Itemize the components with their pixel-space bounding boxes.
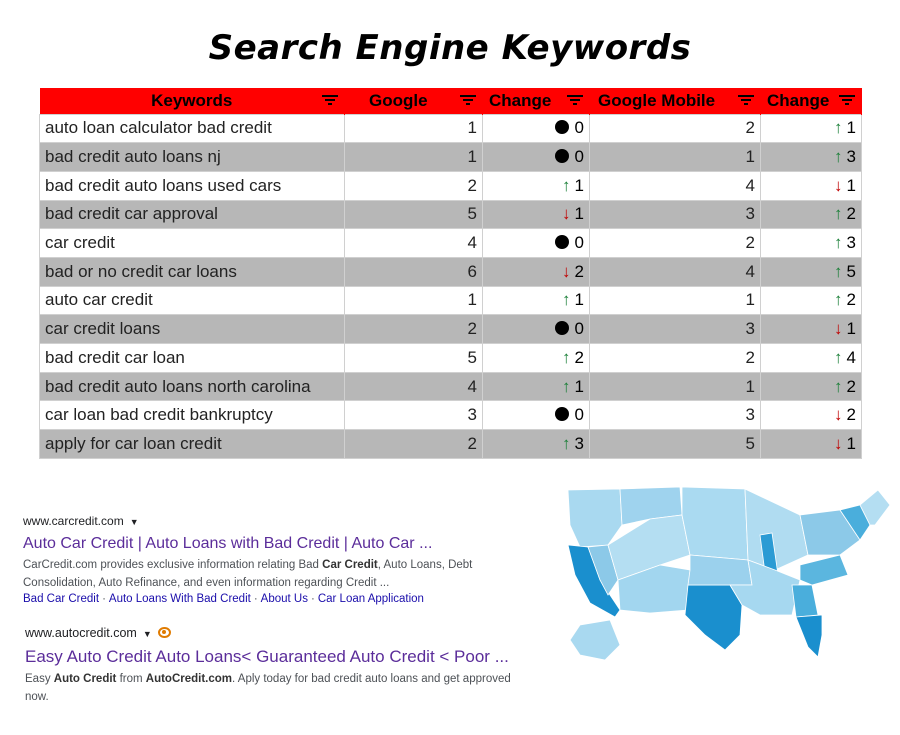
keyword-cell[interactable]: bad credit auto loans used cars [40,171,345,200]
result-snippet: CarCredit.com provides exclusive information relating Bad Car Credit, Auto Loans, Debt Consolidation, Auto Refinance, and even information regarding Credit ... [23,559,473,589]
change-value: 2 [846,405,856,425]
change-value: 0 [574,118,584,138]
region-plains [682,487,748,560]
keyword-cell[interactable]: auto loan calculator bad credit [40,114,345,143]
google-rank-cell[interactable]: 4 [345,372,483,401]
mobile-change-cell[interactable] [761,344,862,373]
us-map [560,485,895,685]
caret-down-icon[interactable]: ▼ [142,629,152,639]
change-value: 5 [846,261,856,281]
mobile-rank-cell[interactable]: 2 [590,229,761,258]
google-rank-cell[interactable]: 1 [345,114,483,143]
change-value: 1 [846,319,856,339]
region-midwest [745,489,808,570]
dot-icon [555,321,569,335]
region-west [568,489,622,547]
mobile-change-cell[interactable] [761,114,862,143]
table-row [40,344,862,373]
mobile-change-cell[interactable] [761,372,862,401]
change-value: 3 [574,433,584,453]
arrow-down-icon: ↓ [562,204,571,224]
mobile-rank-cell[interactable]: 1 [590,286,761,315]
eye-icon[interactable] [158,627,171,638]
dot-icon [555,120,569,134]
google-change-cell[interactable] [483,171,590,200]
arrow-down-icon: ↓ [834,175,843,195]
mobile-rank-cell[interactable]: 1 [590,143,761,172]
arrow-up-icon: ↑ [562,376,571,396]
table-body [40,114,862,458]
mobile-change-cell[interactable] [761,315,862,344]
table-row [40,171,862,200]
table-row [40,200,862,229]
google-change-cell[interactable] [483,401,590,430]
mobile-rank-cell[interactable]: 2 [590,344,761,373]
filter-icon[interactable] [322,94,338,106]
dot-icon [555,149,569,163]
change-value: 2 [846,290,856,310]
change-value: 2 [574,261,584,281]
change-value: 1 [574,204,584,224]
google-change-cell[interactable] [483,257,590,286]
table-row [40,229,862,258]
keyword-cell[interactable]: apply for car loan credit [40,430,345,459]
mobile-rank-cell[interactable]: 3 [590,401,761,430]
keyword-cell[interactable]: bad credit car loan [40,344,345,373]
sitelink-about-us[interactable]: About Us [260,593,308,605]
arrow-down-icon: ↓ [562,261,571,281]
keyword-cell[interactable]: bad or no credit car loans [40,257,345,286]
change-value: 3 [846,233,856,253]
result-sitelinks: Bad Car Credit · Auto Loans With Bad Credit · About Us · Car Loan Application [23,593,424,605]
region-florida [796,615,822,657]
header-google[interactable]: Google [345,88,483,114]
google-rank-cell[interactable]: 5 [345,344,483,373]
arrow-up-icon: ↑ [834,233,843,253]
table-header-row [40,88,862,114]
google-change-cell[interactable] [483,315,590,344]
region-texas [685,585,742,650]
google-change-cell[interactable] [483,200,590,229]
google-rank-cell[interactable]: 2 [345,171,483,200]
sitelink-auto-loans-bad-credit[interactable]: Auto Loans With Bad Credit [108,593,251,605]
change-value: 0 [574,405,584,425]
change-value: 1 [846,175,856,195]
arrow-up-icon: ↑ [834,376,843,396]
filter-icon[interactable] [738,94,754,106]
result-headline-link[interactable]: Auto Car Credit | Auto Loans with Bad Credit | Auto Car ... [23,535,433,552]
arrow-up-icon: ↑ [562,433,571,453]
mobile-rank-cell[interactable]: 4 [590,171,761,200]
keyword-cell[interactable]: car credit loans [40,315,345,344]
mobile-rank-cell[interactable]: 3 [590,315,761,344]
table-row [40,257,862,286]
mobile-rank-cell[interactable]: 5 [590,430,761,459]
google-change-cell[interactable] [483,229,590,258]
header-google-change[interactable]: Change [483,88,590,114]
mobile-rank-cell[interactable]: 1 [590,372,761,401]
mobile-change-cell[interactable] [761,200,862,229]
change-value: 2 [574,347,584,367]
caret-down-icon[interactable]: ▼ [129,517,139,527]
mobile-rank-cell[interactable]: 4 [590,257,761,286]
filter-icon[interactable] [460,94,476,106]
arrow-up-icon: ↑ [562,290,571,310]
sitelink-bad-car-credit[interactable]: Bad Car Credit [23,593,100,605]
table-row [40,372,862,401]
mobile-change-cell[interactable] [761,171,862,200]
google-change-cell[interactable] [483,430,590,459]
result-snippet: Easy Auto Credit from AutoCredit.com. Aply today for bad credit auto loans and get approved now. [25,673,511,703]
mobile-change-cell[interactable] [761,143,862,172]
google-rank-cell[interactable]: 5 [345,200,483,229]
google-change-cell[interactable] [483,372,590,401]
arrow-down-icon: ↓ [834,319,843,339]
mobile-change-cell[interactable] [761,229,862,258]
google-rank-cell[interactable]: 3 [345,401,483,430]
header-keywords[interactable]: Keywords [40,88,345,114]
arrow-down-icon: ↓ [834,405,843,425]
arrow-up-icon: ↑ [834,204,843,224]
arrow-up-icon: ↑ [562,175,571,195]
region-alaska [570,620,620,660]
arrow-up-icon: ↑ [834,147,843,167]
arrow-down-icon: ↓ [834,433,843,453]
table-row [40,114,862,143]
page-title: Search Engine Keywords [208,28,692,68]
change-value: 1 [846,118,856,138]
mobile-change-cell[interactable] [761,430,862,459]
change-value: 2 [846,204,856,224]
dot-icon [555,235,569,249]
filter-icon[interactable] [839,94,855,106]
keyword-cell[interactable]: car loan bad credit bankruptcy [40,401,345,430]
keyword-cell[interactable]: bad credit auto loans nj [40,143,345,172]
google-rank-cell[interactable]: 1 [345,143,483,172]
table-row [40,401,862,430]
result-url[interactable]: www.autocredit.com ▼ [25,626,565,640]
arrow-up-icon: ↑ [834,118,843,138]
dot-icon [555,407,569,421]
search-result-autocredit [25,626,565,706]
keyword-cell[interactable]: car credit [40,229,345,258]
mobile-change-cell[interactable] [761,257,862,286]
change-value: 0 [574,319,584,339]
sitelink-car-loan-application[interactable]: Car Loan Application [317,593,424,605]
region-georgia [792,585,818,617]
google-rank-cell[interactable]: 2 [345,315,483,344]
arrow-up-icon: ↑ [834,347,843,367]
google-rank-cell[interactable]: 6 [345,257,483,286]
change-value: 2 [846,376,856,396]
keyword-cell[interactable]: auto car credit [40,286,345,315]
mobile-rank-cell[interactable]: 2 [590,114,761,143]
change-value: 1 [846,433,856,453]
arrow-up-icon: ↑ [834,290,843,310]
header-mobile-change[interactable]: Change [761,88,862,114]
search-result-carcredit [23,514,563,605]
keywords-table [39,88,862,459]
google-rank-cell[interactable]: 4 [345,229,483,258]
result-url[interactable]: www.carcredit.com ▼ [23,514,139,528]
google-change-cell[interactable] [483,143,590,172]
result-headline-link[interactable]: Easy Auto Credit Auto Loans< Guaranteed Auto Credit < Poor ... [25,647,509,666]
keyword-cell[interactable]: bad credit auto loans north carolina [40,372,345,401]
google-change-cell[interactable] [483,114,590,143]
change-value: 1 [574,290,584,310]
change-value: 0 [574,233,584,253]
mobile-change-cell[interactable] [761,401,862,430]
change-value: 1 [574,376,584,396]
google-rank-cell[interactable]: 2 [345,430,483,459]
arrow-up-icon: ↑ [562,347,571,367]
table-row [40,315,862,344]
header-google-mobile[interactable]: Google Mobile [590,88,761,114]
table-row [40,143,862,172]
change-value: 3 [846,147,856,167]
mobile-change-cell[interactable] [761,286,862,315]
region-carolinas [800,555,848,585]
keyword-cell[interactable]: bad credit car approval [40,200,345,229]
change-value: 4 [846,347,856,367]
filter-icon[interactable] [567,94,583,106]
arrow-up-icon: ↑ [834,261,843,281]
change-value: 1 [574,175,584,195]
table-row [40,286,862,315]
table-row [40,430,862,459]
change-value: 0 [574,147,584,167]
region-central [688,555,752,585]
google-change-cell[interactable] [483,286,590,315]
mobile-rank-cell[interactable]: 3 [590,200,761,229]
google-rank-cell[interactable]: 1 [345,286,483,315]
google-change-cell[interactable] [483,344,590,373]
